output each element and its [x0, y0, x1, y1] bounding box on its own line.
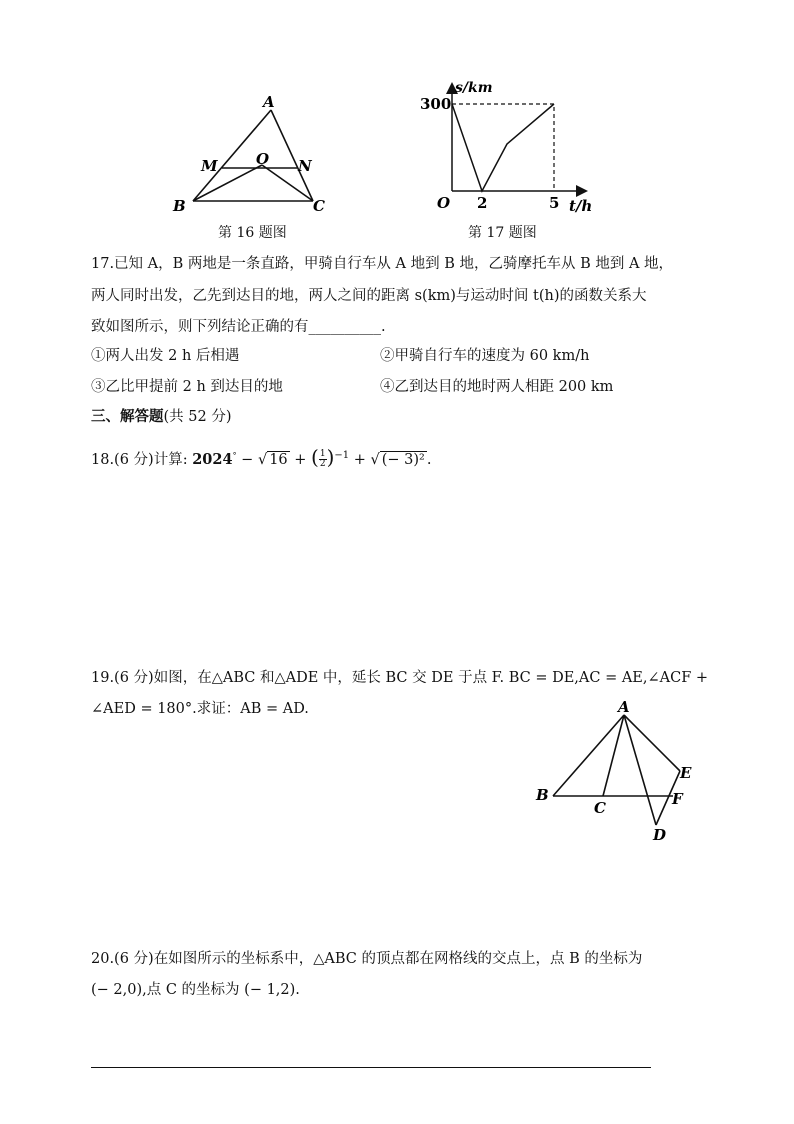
q18-prefix: 18.(6 分)计算:	[91, 451, 193, 468]
q18-end: .	[426, 451, 432, 468]
q18-degree: °	[232, 451, 237, 460]
q17-option-2: ②甲骑自行车的速度为 60 km/h	[380, 348, 590, 364]
x-tick-2: 2	[477, 194, 488, 212]
q17-option-1: ①两人出发 2 h 后相遇	[91, 348, 240, 364]
x-axis-label: t/h	[569, 197, 593, 215]
q18-frac-den: 2	[319, 459, 326, 470]
footer-rule	[91, 1067, 651, 1068]
figure-17-caption: 第 17 题图	[468, 225, 537, 241]
label-m: M	[201, 157, 218, 175]
figure-16-triangle	[165, 88, 345, 218]
q18-expression: 18.(6 分)计算: 2024° − √ 16 + ( $\frac{1}{2}$ )$^{-1}$ + √ (− 3)² .	[91, 444, 432, 470]
q18-sqrt-expr: (− 3)²	[381, 451, 425, 468]
q18-frac-num: 1	[319, 449, 326, 460]
q18-plus1: +	[289, 451, 312, 468]
label-b: B	[536, 786, 549, 804]
label-e: E	[680, 764, 692, 782]
y-tick-300: 300	[420, 95, 452, 113]
q19-line2: ∠AED = 180°.求证：AB = AD.	[91, 701, 309, 717]
q19-line1: 19.(6 分)如图，在△ABC 和△ADE 中，延长 BC 交 DE 于点 F. BC = DE,AC = AE,∠ACF +	[91, 670, 709, 686]
figure-19-triangles	[528, 700, 708, 845]
q20-line1: 20.(6 分)在如图所示的坐标系中，△ABC 的顶点都在网格线的交点上，点 B 的坐标为	[91, 951, 643, 967]
origin-label: O	[437, 194, 451, 212]
q17-line1: 17.已知 A，B 两地是一条直路，甲骑自行车从 A 地到 B 地，乙骑摩托车从 B 地到 A 地，	[91, 256, 674, 272]
q17-line3: 致如图所示，则下列结论正确的有__________.	[91, 319, 386, 335]
q20-line2: (− 2,0),点 C 的坐标为 (− 1,2).	[91, 982, 300, 998]
q18-minus: −	[236, 451, 258, 468]
label-a: A	[618, 700, 630, 716]
figure-17-graph	[415, 80, 595, 215]
section-3-title: 三、解答题	[91, 408, 164, 425]
label-o: O	[256, 150, 270, 168]
label-a: A	[263, 93, 275, 111]
label-f: F	[672, 790, 683, 808]
label-d: D	[653, 826, 667, 844]
y-axis-label: s/km	[455, 80, 493, 96]
graph-line	[452, 104, 554, 191]
section-3-points: (共 52 分)	[163, 409, 232, 425]
label-n: N	[298, 157, 312, 175]
label-c: C	[313, 197, 325, 215]
q18-plus2: +	[349, 451, 371, 468]
q17-option-3: ③乙比甲提前 2 h 到达目的地	[91, 379, 283, 395]
x-tick-5: 5	[549, 194, 560, 212]
label-c: C	[594, 799, 606, 817]
figure-16-caption: 第 16 题图	[218, 225, 287, 241]
side-ac	[271, 110, 313, 201]
label-b: B	[173, 197, 186, 215]
q18-sqrt16: 16	[269, 451, 288, 468]
q18-year: 2024	[192, 450, 233, 468]
q18-fraction	[319, 450, 327, 469]
q18-exponent: −1	[334, 450, 350, 461]
section-3-heading	[91, 407, 231, 427]
q17-line2: 两人同时出发，乙先到达目的地，两人之间的距离 s(km)与运动时间 t(h)的函数关系大	[91, 288, 647, 304]
q17-option-4: ④乙到达目的地时两人相距 200 km	[380, 379, 614, 395]
